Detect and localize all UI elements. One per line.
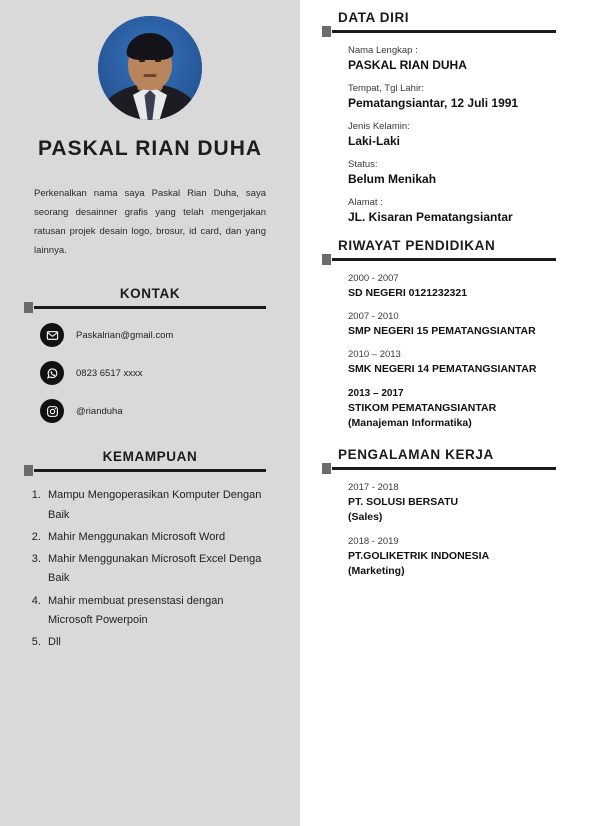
entry-title: STIKOM PEMATANGSIANTAR bbox=[348, 401, 497, 414]
field-alamat bbox=[348, 197, 580, 224]
field-label: Status: bbox=[348, 159, 378, 170]
contact-list bbox=[40, 323, 266, 423]
contact-instagram-value: @rianduha bbox=[76, 405, 123, 417]
list-item bbox=[348, 388, 580, 431]
list-item: 5. Dll bbox=[44, 633, 266, 652]
skills-section-header bbox=[34, 449, 266, 472]
field-tempat-tgl-lahir bbox=[348, 83, 580, 110]
personal-fields bbox=[322, 33, 580, 224]
about-text: Perkenalkan nama saya Paskal Rian Duha, saya seorang desainner grafis yang telah mengerjakan ratusan projek desain logo, brosur, id card, dan yang lainnya. bbox=[34, 188, 266, 257]
field-value: Pematangsiantar, 12 Juli 1991 bbox=[348, 96, 519, 110]
field-value: PASKAL RIAN DUHA bbox=[348, 58, 467, 72]
experience-section bbox=[322, 447, 580, 579]
field-label: Nama Lengkap : bbox=[348, 45, 418, 56]
entry-subtitle: (Sales) bbox=[348, 511, 383, 524]
entry-years: 2018 - 2019 bbox=[348, 535, 399, 547]
education-heading-rule bbox=[332, 258, 556, 261]
field-label: Jenis Kelamin: bbox=[348, 121, 410, 132]
experience-heading-rule bbox=[332, 467, 556, 470]
education-section bbox=[322, 238, 580, 431]
entry-title: SMK NEGERI 14 PEMATANGSIANTAR bbox=[348, 363, 537, 376]
contact-phone-value: 0823 6517 xxxx bbox=[76, 367, 143, 379]
skills-list bbox=[44, 486, 266, 652]
instagram-icon bbox=[40, 399, 64, 423]
avatar-eye-right bbox=[155, 59, 161, 62]
field-label: Alamat : bbox=[348, 197, 383, 208]
email-icon bbox=[40, 323, 64, 347]
field-label: Tempat, Tgl Lahir: bbox=[348, 83, 424, 94]
list-item: 1. Mampu Mengoperasikan Komputer Dengan Baik bbox=[44, 486, 266, 525]
contact-item-email[interactable] bbox=[40, 323, 266, 347]
main-content bbox=[300, 0, 600, 826]
avatar bbox=[98, 16, 202, 120]
field-value: JL. Kisaran Pematangsiantar bbox=[348, 210, 513, 224]
experience-entries bbox=[322, 470, 580, 579]
field-jenis-kelamin bbox=[348, 121, 580, 148]
entry-years: 2007 - 2010 bbox=[348, 311, 399, 323]
contact-section-header bbox=[34, 286, 266, 309]
contact-heading: KONTAK bbox=[119, 286, 181, 302]
skills-heading: KEMAMPUAN bbox=[102, 449, 198, 465]
field-value: Belum Menikah bbox=[348, 172, 437, 186]
personal-heading: DATA DIRI bbox=[338, 10, 410, 25]
entry-subtitle: (Manajeman Informatika) bbox=[348, 416, 472, 429]
list-item: 4. Mahir membuat presenstasi dengan Microsoft Powerpoin bbox=[44, 592, 266, 631]
avatar-mouth bbox=[144, 74, 157, 77]
skills-heading-rule bbox=[34, 469, 266, 472]
list-item bbox=[348, 536, 580, 579]
list-item bbox=[348, 349, 580, 377]
list-item: 3. Mahir Menggunakan Microsoft Excel Denga Baik bbox=[44, 550, 266, 589]
candidate-name-block bbox=[0, 136, 300, 162]
field-status bbox=[348, 159, 580, 186]
entry-title: PT. SOLUSI BERSATU bbox=[348, 496, 459, 509]
list-item bbox=[348, 482, 580, 525]
entry-years: 2000 - 2007 bbox=[348, 273, 399, 284]
field-value: Laki-Laki bbox=[348, 134, 401, 148]
list-item bbox=[348, 311, 580, 339]
entry-subtitle: (Marketing) bbox=[348, 564, 405, 577]
contact-heading-rule bbox=[34, 306, 266, 309]
personal-heading-rule bbox=[332, 30, 556, 33]
personal-section bbox=[322, 10, 580, 224]
entry-title: SD NEGERI 0121232321 bbox=[348, 287, 468, 299]
candidate-name: PASKAL RIAN DUHA bbox=[37, 137, 263, 160]
education-heading: RIWAYAT PENDIDIKAN bbox=[338, 238, 496, 253]
list-item: 2. Mahir Menggunakan Microsoft Word bbox=[44, 528, 266, 547]
whatsapp-icon bbox=[40, 361, 64, 385]
entry-years: 2010 – 2013 bbox=[348, 349, 401, 361]
entry-title: SMP NEGERI 15 PEMATANGSIANTAR bbox=[348, 325, 536, 338]
entry-years: 2017 - 2018 bbox=[348, 482, 399, 494]
experience-heading: PENGALAMAN KERJA bbox=[338, 447, 494, 463]
avatar-eye-left bbox=[139, 59, 145, 62]
contact-item-whatsapp[interactable] bbox=[40, 361, 266, 385]
entry-years: 2013 – 2017 bbox=[348, 387, 404, 399]
entry-title: PT.GOLIKETRIK INDONESIA bbox=[348, 549, 490, 562]
list-item bbox=[348, 273, 580, 301]
education-entries bbox=[322, 261, 580, 431]
avatar-wrap bbox=[0, 0, 300, 120]
field-nama bbox=[348, 45, 580, 72]
contact-email-value: Paskalrian@gmail.com bbox=[76, 329, 174, 341]
contact-item-instagram[interactable] bbox=[40, 399, 266, 423]
